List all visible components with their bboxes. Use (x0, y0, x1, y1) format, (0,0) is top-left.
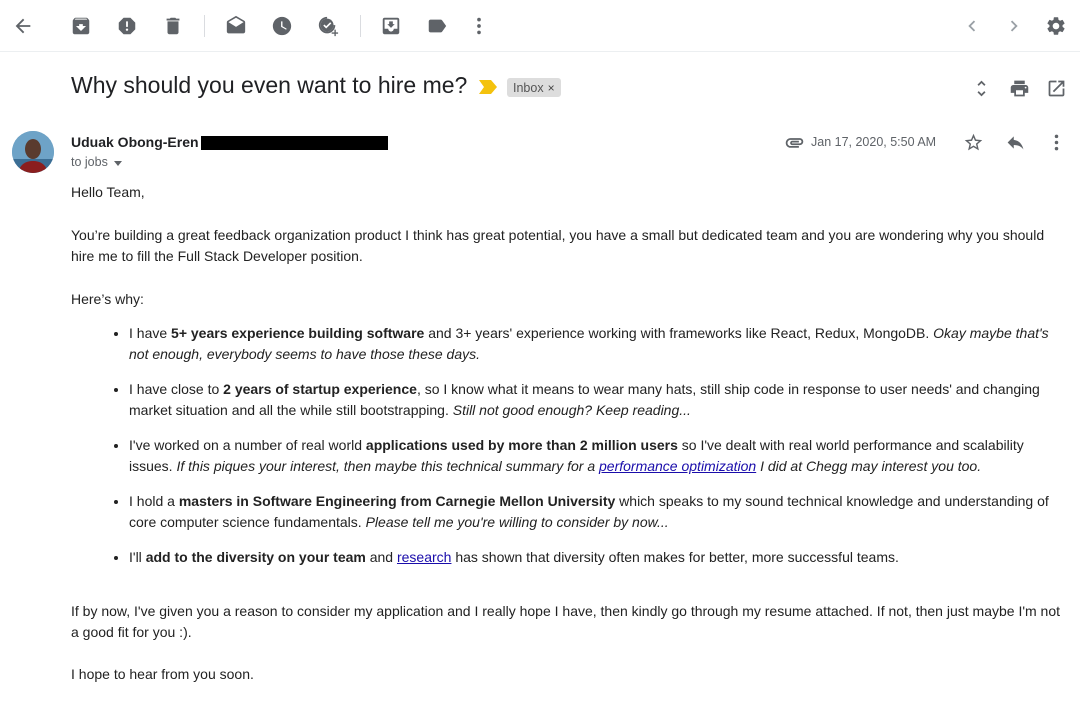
bullet-italic: Still not good enough? Keep reading... (452, 402, 691, 418)
delete-icon[interactable] (159, 12, 187, 40)
toolbar-divider (360, 15, 361, 37)
settings-icon[interactable] (1042, 12, 1070, 40)
signoff: I hope to hear from you soon. (71, 666, 254, 682)
avatar[interactable] (12, 131, 54, 173)
performance-optimization-link[interactable]: performance optimization (599, 458, 757, 474)
list-item (129, 435, 1069, 477)
list-item (129, 547, 1069, 568)
recipient-line (71, 155, 122, 169)
move-to-icon[interactable] (377, 12, 405, 40)
bullet-italic: If this piques your interest, then maybe this technical summary for a (176, 458, 599, 474)
recipient-text: to jobs (71, 155, 108, 169)
greeting: Hello Team, (71, 184, 145, 200)
bullet-bold: 2 years of startup experience (223, 381, 417, 397)
bullet-text: I've worked on a number of real world (129, 437, 366, 453)
bullet-bold: add to the diversity on your team (145, 549, 366, 565)
list-item (129, 379, 1069, 421)
expand-all-icon[interactable] (968, 75, 994, 101)
bullet-text: , so I know what it means to wear many hats, still ship code in response to user needs' and changing market situation and all the while still bootstrapping. (129, 381, 1040, 418)
subject-row (0, 70, 1080, 106)
bullet-bold: applications used by more than 2 million users (365, 437, 678, 453)
redacted-sender-email (201, 136, 388, 150)
bullet-text: I have (129, 325, 172, 341)
bullet-bold: masters in Software Engineering from Carnegie Mellon University (178, 493, 616, 509)
important-marker-icon[interactable] (479, 80, 497, 94)
research-link[interactable]: research (396, 549, 452, 565)
open-in-new-window-icon[interactable] (1043, 75, 1069, 101)
closing-paragraph: If by now, I've given you a reason to consider my application and I really hope I have, then kindly go through my resume attached. If not, then just maybe I'm not a good fit for you :). (71, 603, 1061, 640)
mark-unread-icon[interactable] (222, 12, 250, 40)
reply-icon[interactable] (1002, 129, 1028, 155)
bullet-italic: I did at Chegg may interest you too. (756, 458, 982, 474)
snooze-icon[interactable] (268, 12, 296, 40)
list-item (129, 491, 1069, 533)
report-spam-icon[interactable] (113, 12, 141, 40)
bullet-text: has shown that diversity often makes for better, more successful teams. (451, 549, 899, 565)
newer-icon[interactable] (958, 12, 986, 40)
email-subject: Why should you even want to hire me? (71, 72, 468, 98)
bullet-italic: Please tell me you're willing to consider by now... (365, 514, 669, 530)
back-arrow-icon[interactable] (9, 12, 37, 40)
more-options-icon[interactable] (1043, 129, 1069, 155)
toolbar (0, 0, 1080, 52)
older-icon[interactable] (1000, 12, 1028, 40)
bullet-text: and 3+ years' experience working with frameworks like React, Redux, MongoDB. (424, 325, 934, 341)
star-icon[interactable] (960, 129, 986, 155)
bullet-text: and (365, 549, 397, 565)
intro-paragraph: You’re building a great feedback organization product I think has great potential, you have a small but dedicated team and you are wondering why you should hire me to fill the Full Stack Developer position. (71, 227, 1045, 264)
email-date: Jan 17, 2020, 5:50 AM (811, 135, 937, 149)
add-to-tasks-icon[interactable] (314, 12, 342, 40)
toolbar-divider (204, 15, 205, 37)
email-meta (784, 132, 936, 152)
heres-why: Here’s why: (71, 291, 144, 307)
bullet-text: I'll (129, 549, 146, 565)
bullet-italic: Okay maybe that's not enough, everybody seems to have those these days. (129, 325, 1049, 362)
sender-name[interactable]: Uduak Obong-Eren (71, 134, 199, 150)
email-body (71, 182, 1069, 685)
labels-icon[interactable] (423, 12, 451, 40)
label-text: Inbox (513, 80, 544, 95)
attachment-icon (784, 132, 805, 153)
bullet-text: I hold a (129, 493, 179, 509)
remove-label-icon[interactable]: × (547, 80, 555, 95)
bullet-bold: 5+ years experience building software (171, 325, 425, 341)
bullet-text: which speaks to my sound technical knowledge and understanding of core computer science fundamentals. (129, 493, 1049, 530)
list-item (129, 323, 1069, 365)
archive-icon[interactable] (67, 12, 95, 40)
more-vert-icon[interactable] (465, 12, 493, 40)
inbox-label-chip (507, 78, 561, 97)
bullet-text: so I've dealt with real world performance and scalability issues. (129, 437, 1024, 474)
print-icon[interactable] (1006, 75, 1032, 101)
show-details-caret-icon[interactable] (114, 161, 122, 166)
bullet-text: I have close to (129, 381, 224, 397)
reasons-list (71, 323, 1069, 568)
